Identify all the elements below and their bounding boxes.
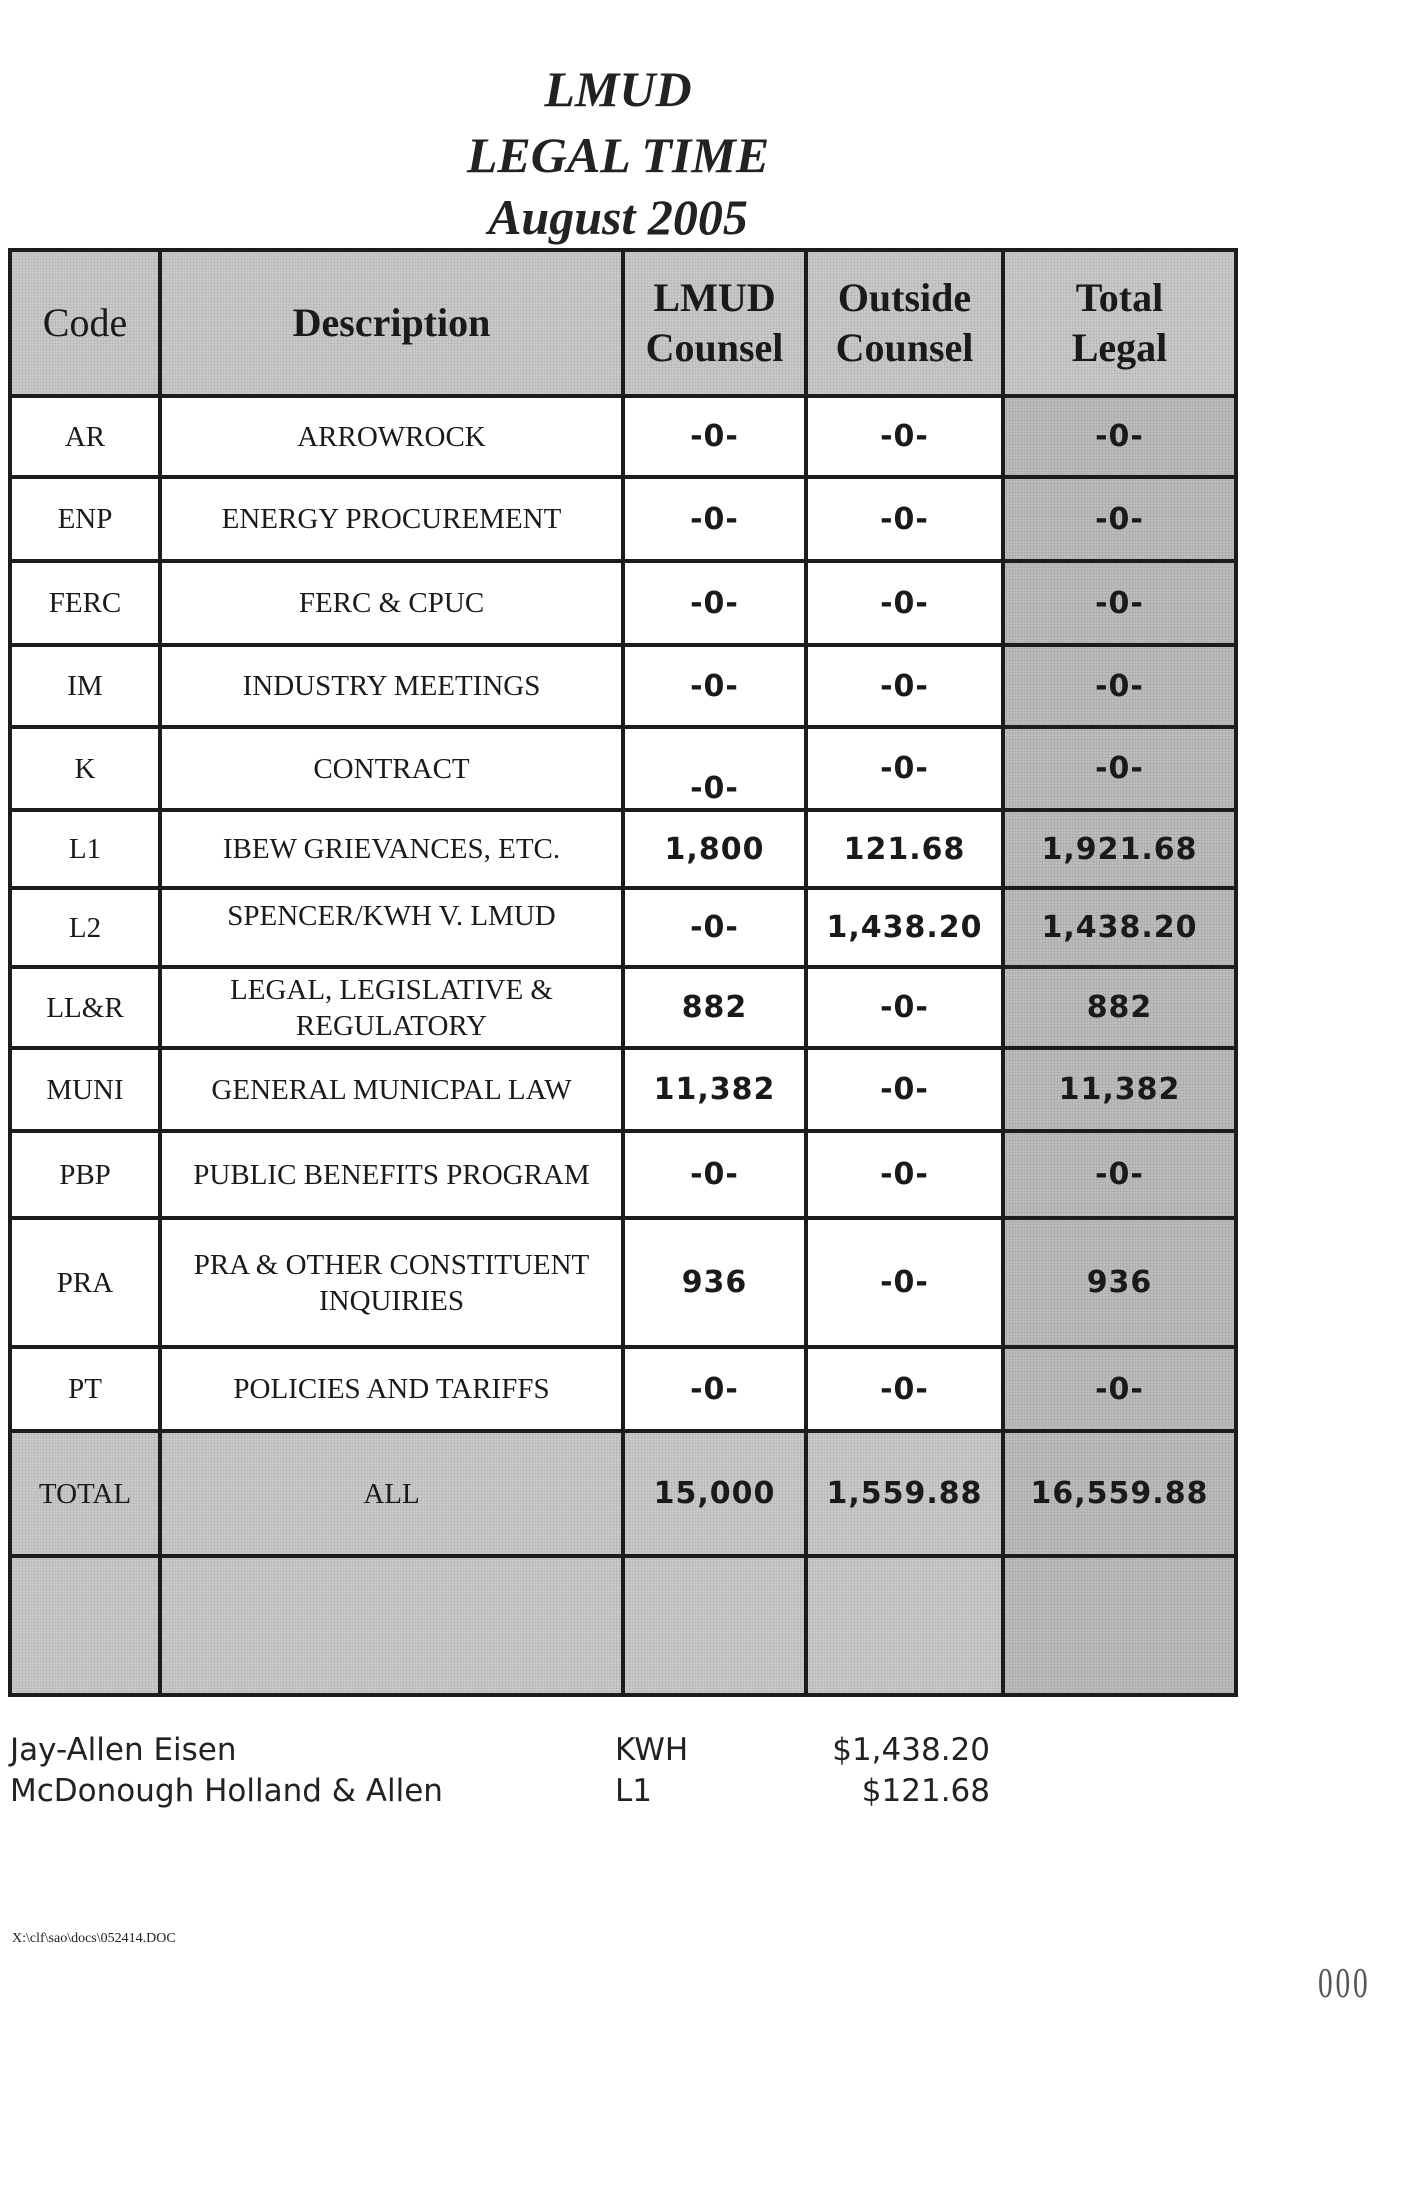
row-total-legal: -0- xyxy=(1003,727,1236,810)
title-line-3: August 2005 xyxy=(488,189,748,245)
row-description: LEGAL, LEGISLATIVE & REGULATORY xyxy=(160,967,623,1048)
row-total-legal: -0- xyxy=(1003,1131,1236,1218)
row-lmud-counsel: 1,800 xyxy=(623,810,806,888)
row-outside-counsel: -0- xyxy=(806,561,1003,645)
row-code: AR xyxy=(10,396,160,477)
table-row xyxy=(10,1347,1236,1431)
file-path: X:\clf\sao\docs\052414.DOC xyxy=(12,1931,176,1946)
row-total-legal: 1,438.20 xyxy=(1003,888,1236,967)
row-description: ARROWROCK xyxy=(160,396,623,477)
row-description: CONTRACT xyxy=(160,727,623,810)
header-code: Code xyxy=(10,250,160,396)
row-code: ENP xyxy=(10,477,160,561)
row-description: PUBLIC BENEFITS PROGRAM xyxy=(160,1131,623,1218)
row-lmud-counsel: -0- xyxy=(623,1347,806,1431)
table-row xyxy=(10,396,1236,477)
row-total-legal: -0- xyxy=(1003,561,1236,645)
total-lmud-counsel: 15,000 xyxy=(623,1431,806,1556)
outside-counsel-firm: Jay-Allen Eisen xyxy=(10,1732,237,1768)
total-row xyxy=(10,1431,1236,1556)
row-outside-counsel: -0- xyxy=(806,1218,1003,1347)
total-outside-counsel: 1,559.88 xyxy=(806,1431,1003,1556)
row-total-legal: -0- xyxy=(1003,396,1236,477)
outside-counsel-code: KWH xyxy=(615,1732,689,1768)
table-row xyxy=(10,1048,1236,1131)
row-lmud-counsel: -0- xyxy=(623,727,806,810)
row-outside-counsel: -0- xyxy=(806,477,1003,561)
row-outside-counsel: -0- xyxy=(806,1131,1003,1218)
header-total-legal: Total Legal xyxy=(1003,250,1236,396)
table-row xyxy=(10,1131,1236,1218)
row-outside-counsel: 121.68 xyxy=(806,810,1003,888)
row-total-legal: 882 xyxy=(1003,967,1236,1048)
header-description: Description xyxy=(160,250,623,396)
table-row xyxy=(10,727,1236,810)
row-code: PRA xyxy=(10,1218,160,1347)
blank-cell xyxy=(10,1556,160,1695)
table-row xyxy=(10,888,1236,967)
row-lmud-counsel: -0- xyxy=(623,888,806,967)
row-lmud-counsel: 882 xyxy=(623,967,806,1048)
row-total-legal: -0- xyxy=(1003,1347,1236,1431)
total-code: TOTAL xyxy=(10,1431,160,1556)
row-outside-counsel: -0- xyxy=(806,1347,1003,1431)
legal-time-table xyxy=(8,248,1238,1697)
blank-cell xyxy=(806,1556,1003,1695)
row-outside-counsel: -0- xyxy=(806,967,1003,1048)
table-row xyxy=(10,967,1236,1048)
total-description: ALL xyxy=(160,1431,623,1556)
table-row xyxy=(10,810,1236,888)
row-description: GENERAL MUNICPAL LAW xyxy=(160,1048,623,1131)
row-lmud-counsel: 936 xyxy=(623,1218,806,1347)
header-lmud-counsel: LMUD Counsel xyxy=(623,250,806,396)
row-total-legal: -0- xyxy=(1003,645,1236,727)
outside-counsel-amount: $121.68 xyxy=(861,1773,990,1809)
row-code: IM xyxy=(10,645,160,727)
row-description: FERC & CPUC xyxy=(160,561,623,645)
table-row xyxy=(10,477,1236,561)
row-description: POLICIES AND TARIFFS xyxy=(160,1347,623,1431)
title-line-1: LMUD xyxy=(544,61,692,117)
row-outside-counsel: -0- xyxy=(806,396,1003,477)
row-outside-counsel: -0- xyxy=(806,1048,1003,1131)
row-outside-counsel: -0- xyxy=(806,645,1003,727)
row-code: MUNI xyxy=(10,1048,160,1131)
row-outside-counsel: -0- xyxy=(806,727,1003,810)
table-row xyxy=(10,561,1236,645)
row-total-legal: 1,921.68 xyxy=(1003,810,1236,888)
row-total-legal: -0- xyxy=(1003,477,1236,561)
row-outside-counsel: 1,438.20 xyxy=(806,888,1003,967)
blank-cell xyxy=(623,1556,806,1695)
row-description: PRA & OTHER CONSTITUENT INQUIRIES xyxy=(160,1218,623,1347)
row-lmud-counsel: -0- xyxy=(623,477,806,561)
title-line-2: LEGAL TIME xyxy=(466,127,770,183)
outside-counsel-amount: $1,438.20 xyxy=(832,1732,990,1768)
row-total-legal: 11,382 xyxy=(1003,1048,1236,1131)
row-lmud-counsel: -0- xyxy=(623,561,806,645)
blank-cell xyxy=(160,1556,623,1695)
blank-row xyxy=(10,1556,1236,1695)
row-total-legal: 936 xyxy=(1003,1218,1236,1347)
row-lmud-counsel: -0- xyxy=(623,645,806,727)
row-description: SPENCER/KWH V. LMUD xyxy=(160,888,623,967)
row-code: FERC xyxy=(10,561,160,645)
row-code: PBP xyxy=(10,1131,160,1218)
row-lmud-counsel: 11,382 xyxy=(623,1048,806,1131)
row-description: INDUSTRY MEETINGS xyxy=(160,645,623,727)
row-code: L2 xyxy=(10,888,160,967)
row-description: IBEW GRIEVANCES, ETC. xyxy=(160,810,623,888)
header-row xyxy=(10,250,1236,396)
blank-cell xyxy=(1003,1556,1236,1695)
row-lmud-counsel: -0- xyxy=(623,396,806,477)
row-code: L1 xyxy=(10,810,160,888)
total-total-legal: 16,559.88 xyxy=(1003,1431,1236,1556)
row-code: PT xyxy=(10,1347,160,1431)
header-outside-counsel: Outside Counsel xyxy=(806,250,1003,396)
row-code: LL&R xyxy=(10,967,160,1048)
table-row xyxy=(10,1218,1236,1347)
outside-counsel-firm: McDonough Holland & Allen xyxy=(10,1773,443,1809)
table-row xyxy=(10,645,1236,727)
page-stamp: 000 xyxy=(1318,1961,1371,2007)
row-lmud-counsel: -0- xyxy=(623,1131,806,1218)
row-code: K xyxy=(10,727,160,810)
row-description: ENERGY PROCUREMENT xyxy=(160,477,623,561)
outside-counsel-code: L1 xyxy=(615,1773,652,1809)
